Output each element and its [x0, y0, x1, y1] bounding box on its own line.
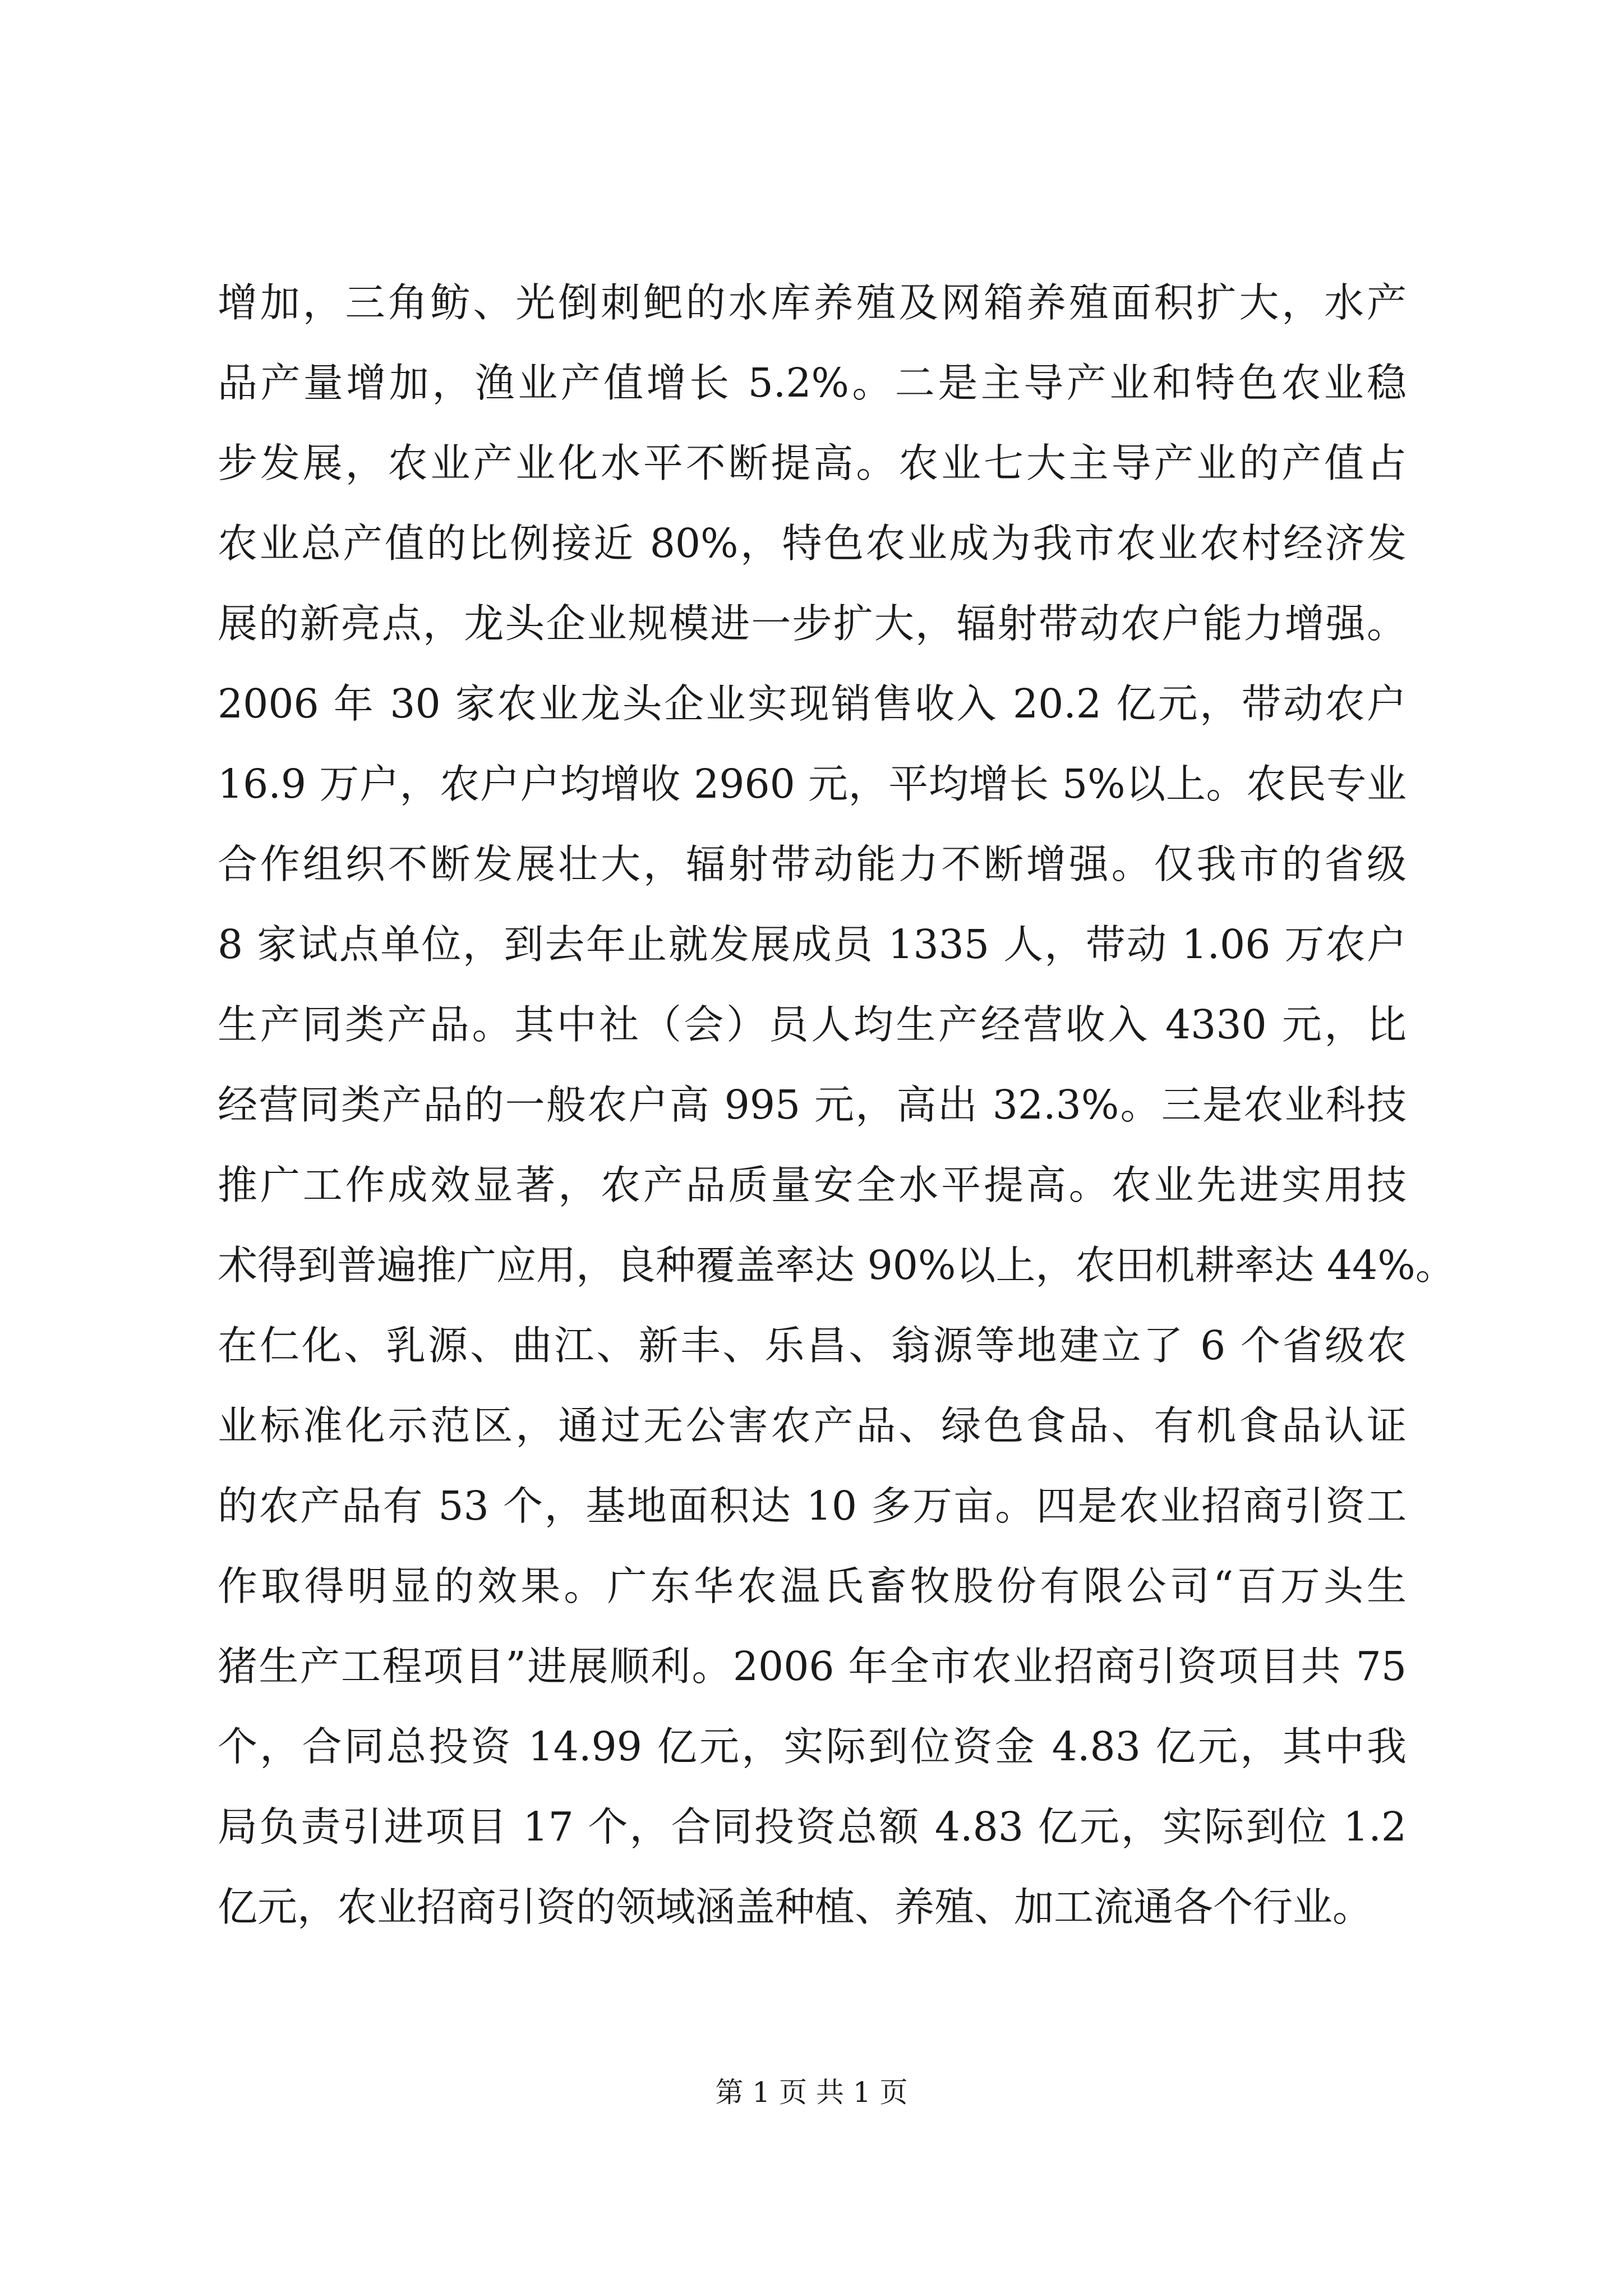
body-text	[218, 263, 1455, 1947]
text-line: 生产同类产品。其中社（会）员人均生产经营收入 4330 元，比	[218, 1001, 1407, 1048]
text-line: 术得到普遍推广应用，良种覆盖率达 90%以上，农田机耕率达 44%。	[218, 1242, 1455, 1289]
text-line: 作取得明显的效果。广东华农温氏畜牧股份有限公司“百万头生	[218, 1563, 1407, 1609]
text-line: 猪生产工程项目”进展顺利。2006 年全市农业招商引资项目共 75	[218, 1643, 1407, 1690]
text-line: 的农产品有 53 个，基地面积达 10 多万亩。四是农业招商引资工	[218, 1483, 1407, 1529]
text-line: 合作组织不断发展壮大，辐射带动能力不断增强。仅我市的省级	[218, 841, 1407, 887]
text-line: 业标准化示范区，通过无公害农产品、绿色食品、有机食品认证	[218, 1402, 1407, 1449]
text-line: 农业总产值的比例接近 80%，特色农业成为我市农业农村经济发	[218, 520, 1407, 567]
text-line: 个，合同总投资 14.99 亿元，实际到位资金 4.83 亿元，其中我	[218, 1723, 1407, 1770]
text-line: 增加，三角鲂、光倒刺鲃的水库养殖及网箱养殖面积扩大，水产	[218, 279, 1407, 326]
text-line: 展的新亮点，龙头企业规模进一步扩大，辐射带动农户能力增强。	[218, 600, 1407, 647]
text-line: 品产量增加，渔业产值增长 5.2%。二是主导产业和特色农业稳	[218, 360, 1407, 406]
text-line: 亿元，农业招商引资的领域涵盖种植、养殖、加工流通各个行业。	[218, 1884, 1373, 1930]
text-line: 经营同类产品的一般农户高 995 元，高出 32.3%。三是农业科技	[218, 1082, 1407, 1128]
text-line: 在仁化、乳源、曲江、新丰、乐昌、翁源等地建立了 6 个省级农	[218, 1322, 1407, 1369]
page-footer	[0, 2076, 1623, 2109]
page-number-label: 第 1 页 共 1 页	[715, 2076, 908, 2109]
text-line: 2006 年 30 家农业龙头企业实现销售收入 20.2 亿元，带动农户	[218, 680, 1407, 727]
text-line: 推广工作成效显著，农产品质量安全水平提高。农业先进实用技	[218, 1162, 1407, 1208]
text-line: 局负责引进项目 17 个，合同投资总额 4.83 亿元，实际到位 1.2	[218, 1803, 1407, 1850]
text-line: 步发展，农业产业化水平不断提高。农业七大主导产业的产值占	[218, 440, 1407, 486]
text-line: 16.9 万户，农户户均增收 2960 元，平均增长 5%以上。农民专业	[218, 761, 1407, 807]
text-line: 8 家试点单位，到去年止就发展成员 1335 人，带动 1.06 万农户	[218, 921, 1407, 968]
